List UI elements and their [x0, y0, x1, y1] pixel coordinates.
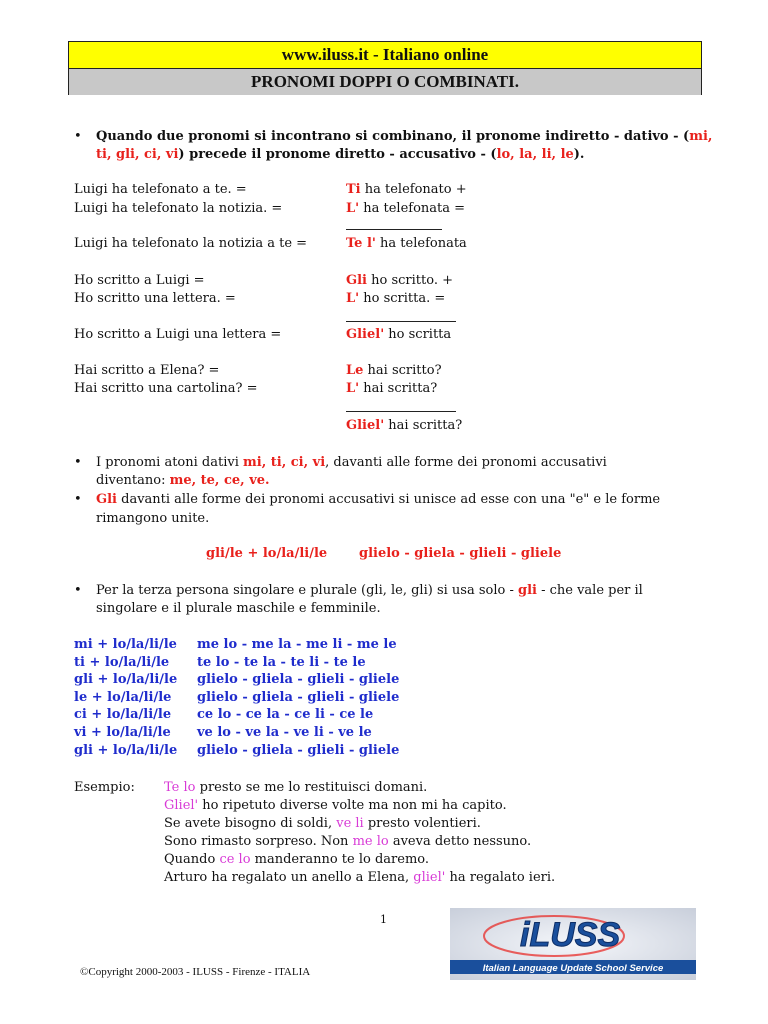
result-text: ha telefonata = [359, 201, 466, 216]
rule-line [96, 582, 643, 599]
rule-text: I pronomi atoni dativi [96, 455, 243, 470]
pronoun: Gliel' [164, 798, 199, 813]
example-result [346, 326, 451, 343]
rule-line: rimangono unite. [96, 511, 210, 526]
result-text: ha telefonato + [360, 182, 467, 197]
intro-red: mi, [689, 129, 713, 144]
result-text: hai scritta? [359, 381, 438, 396]
intro-text: Quando due pronomi si incontrano si combinano, il pronome indiretto - dativo - ( [96, 129, 690, 144]
logo-tagline: Italian Language Update School Service [482, 963, 664, 974]
example-text: Quando [164, 852, 220, 867]
example-result [346, 272, 453, 289]
result-text: ho scritta. = [359, 291, 446, 306]
rule-text: - che vale per il [536, 583, 643, 598]
result-text: ho scritta [384, 327, 452, 342]
divider [346, 229, 442, 230]
table-row-left: ti + lo/la/li/le [74, 654, 170, 670]
example-result [346, 235, 467, 252]
example-result [346, 181, 467, 198]
table-row-right: glielo - gliela - glieli - gliele [197, 689, 400, 705]
example-sentence: Luigi ha telefonato la notizia. = [74, 201, 283, 216]
bullet-icon: • [74, 583, 82, 598]
example-text: ha regalato ieri. [445, 870, 556, 885]
pronoun: Gliel' [346, 418, 385, 433]
result-text: ha telefonata [375, 236, 467, 251]
pronoun: Ti [346, 182, 361, 197]
divider [346, 321, 456, 322]
rule-line [96, 491, 660, 508]
example-text: manderanno te lo daremo. [250, 852, 430, 867]
example-line [164, 851, 429, 868]
table-row-left: gli + lo/la/li/le [74, 742, 178, 758]
result-text: ho scritto. + [366, 273, 453, 288]
intro-text: ). [573, 147, 585, 162]
pronoun: gliel' [413, 870, 446, 885]
site-title: www.iluss.it - Italiano online [69, 42, 701, 69]
example-line [164, 779, 427, 796]
iluss-logo [450, 908, 696, 980]
pronoun: me lo [352, 834, 389, 849]
example-sentence: Ho scritto a Luigi = [74, 273, 205, 288]
copyright: ©Copyright 2000-2003 - ILUSS - Firenze - ITALIA [80, 966, 311, 978]
table-row-right: ve lo - ve la - ve li - ve le [197, 725, 372, 740]
logo-wordmark: iLUSS [520, 916, 621, 954]
table-row-right: ce lo - ce la - ce li - ce le [197, 707, 374, 723]
table-row-left: mi + lo/la/li/le [74, 637, 177, 652]
example-line [164, 815, 481, 832]
example-text: Se avete bisogno di soldi, [164, 816, 337, 831]
example-label: Esempio: [74, 780, 135, 795]
example-result [346, 362, 442, 379]
example-text: Sono rimasto sorpreso. Non [164, 834, 353, 849]
intro-red: lo, la, li, le [496, 147, 574, 162]
bullet-icon: • [74, 455, 82, 470]
table-row-left: le + lo/la/li/le [74, 689, 172, 705]
intro-line-1 [96, 128, 712, 145]
example-result [346, 417, 462, 434]
divider [346, 411, 456, 412]
example-sentence: Ho scritto a Luigi una lettera = [74, 327, 282, 342]
example-text: presto se me lo restituisci domani. [195, 780, 428, 795]
page-title: PRONOMI DOPPI O COMBINATI. [69, 69, 701, 95]
pronoun: ve li [336, 816, 364, 831]
rule-line [96, 454, 607, 471]
intro-text: ) precede il pronome diretto - accusativo - ( [178, 147, 497, 162]
example-line [164, 833, 531, 850]
pronoun: Gli [96, 492, 117, 507]
formula-right: glielo - gliela - glieli - gliele [359, 546, 562, 561]
example-sentence: Hai scritto a Elena? = [74, 363, 220, 378]
example-line [164, 797, 507, 814]
table-row-right: glielo - gliela - glieli - gliele [197, 672, 400, 688]
pronoun: Gli [346, 273, 367, 288]
example-sentence: Hai scritto una cartolina? = [74, 381, 258, 396]
pronoun: L' [346, 291, 360, 306]
document-header [68, 41, 702, 95]
pronoun: L' [346, 381, 360, 396]
table-row-left: vi + lo/la/li/le [74, 725, 171, 740]
example-text: aveva detto nessuno. [388, 834, 532, 849]
formula-left: gli/le + lo/la/li/le [206, 546, 328, 561]
logo-graphic [450, 908, 696, 980]
rule-line: singolare e il plurale maschile e femminile. [96, 601, 381, 616]
intro-line-2 [96, 146, 584, 163]
example-result [346, 200, 465, 217]
rule-text: diventano: [96, 473, 170, 488]
example-sentence: Luigi ha telefonato a te. = [74, 182, 247, 197]
table-row-right: te lo - te la - te li - te le [197, 654, 366, 670]
example-text: presto volentieri. [363, 816, 481, 831]
pronoun: Te l' [346, 236, 376, 251]
example-sentence: Ho scritto una lettera. = [74, 291, 236, 306]
bullet-icon: • [74, 129, 82, 144]
pronoun: Te lo [164, 780, 196, 795]
example-result [346, 290, 445, 307]
result-text: hai scritto? [363, 363, 442, 378]
table-row-left: gli + lo/la/li/le [74, 672, 178, 688]
example-line [164, 869, 555, 886]
intro-red: ti, gli, ci, vi [96, 147, 179, 162]
result-text: hai scritta? [384, 418, 463, 433]
rule-text: , davanti alle forme dei pronomi accusativi [325, 455, 607, 470]
page-number: 1 [380, 913, 387, 926]
table-row-right: me lo - me la - me li - me le [197, 637, 397, 652]
table-row-left: ci + lo/la/li/le [74, 707, 172, 723]
example-sentence: Luigi ha telefonato la notizia a te = [74, 236, 308, 251]
pronoun: Le [346, 363, 364, 378]
pronoun: gli [517, 583, 537, 598]
example-text: ho ripetuto diverse volte ma non mi ha capito. [198, 798, 507, 813]
rule-text: Per la terza persona singolare e plurale (gli, le, gli) si usa solo - [96, 583, 518, 598]
example-text: Arturo ha regalato un anello a Elena, [164, 870, 414, 885]
pronoun: me, te, ce, ve. [169, 473, 270, 488]
bullet-icon: • [74, 492, 82, 507]
rule-line [96, 472, 270, 489]
pronoun: ce lo [219, 852, 251, 867]
rule-text: davanti alle forme dei pronomi accusativi si unisce ad esse con una "e" e le forme [116, 492, 661, 507]
pronoun: mi, ti, ci, vi [243, 455, 326, 470]
table-row-right: glielo - gliela - glieli - gliele [197, 742, 400, 758]
pronoun: Gliel' [346, 327, 385, 342]
example-result [346, 380, 437, 397]
pronoun: L' [346, 201, 360, 216]
